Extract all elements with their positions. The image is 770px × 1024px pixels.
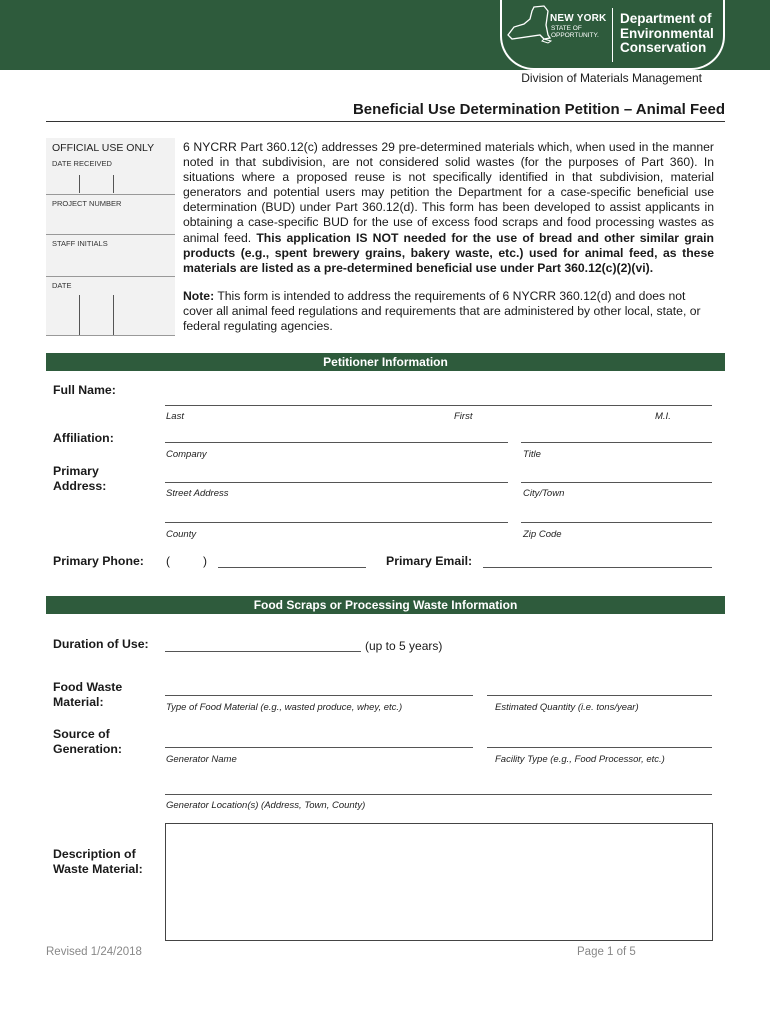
generator-name-caption: Generator Name bbox=[166, 754, 237, 765]
department-line1: Department of bbox=[620, 11, 712, 26]
food-type-caption: Type of Food Material (e.g., wasted produce, whey, etc.) bbox=[166, 702, 403, 713]
title-rule bbox=[46, 121, 725, 122]
company-input[interactable] bbox=[165, 442, 508, 443]
page-number: Page 1 of 5 bbox=[577, 946, 636, 958]
duration-label: Duration of Use: bbox=[53, 637, 149, 651]
phone-input[interactable] bbox=[218, 567, 366, 568]
city-input[interactable] bbox=[521, 482, 712, 483]
official-use-heading: OFFICIAL USE ONLY bbox=[52, 142, 155, 154]
street-address-input[interactable] bbox=[165, 482, 508, 483]
city-caption: City/Town bbox=[523, 488, 565, 499]
state-tagline bbox=[551, 25, 611, 39]
email-input[interactable] bbox=[483, 567, 712, 568]
title-input[interactable] bbox=[521, 442, 712, 443]
primary-address-label-line2: Address: bbox=[53, 479, 107, 493]
divider-tick bbox=[79, 175, 80, 193]
project-number-label: PROJECT NUMBER bbox=[52, 199, 122, 208]
state-name: NEW YORK bbox=[550, 13, 607, 24]
department-line3: Conservation bbox=[620, 40, 707, 55]
middle-initial-caption: M.I. bbox=[655, 411, 671, 422]
facility-type-caption: Facility Type (e.g., Food Processor, etc.) bbox=[495, 754, 665, 765]
staff-initials-label: STAFF INITIALS bbox=[52, 239, 108, 248]
quantity-input[interactable] bbox=[487, 695, 712, 696]
note-text: This form is intended to address the requirements of 6 NYCRR 360.12(d) and does not cover all animal feed regulations and requirements that are administered by other local, state, or federal regulating agencies. bbox=[183, 289, 701, 334]
street-address-caption: Street Address bbox=[166, 488, 229, 499]
intro-bold-text: This application IS NOT needed for the use of bread and other similar grain products (e.g., spent brewery grains, bakery waste, etc.) used for animal feed, as these materials are listed as a pre-determined beneficial use under Part 360.12(c)(2)(vi). bbox=[183, 230, 714, 275]
divider-tick bbox=[113, 175, 114, 193]
county-caption: County bbox=[166, 529, 197, 540]
company-caption: Company bbox=[166, 449, 207, 460]
primary-address-label bbox=[53, 464, 106, 494]
zip-input[interactable] bbox=[521, 522, 712, 523]
phone-area-close: ) bbox=[203, 554, 207, 568]
official-use-box bbox=[46, 138, 175, 336]
description-label-line2: Waste Material: bbox=[53, 862, 143, 876]
full-name-input[interactable] bbox=[165, 405, 712, 406]
title-caption: Title bbox=[523, 449, 541, 460]
date-received-cell[interactable] bbox=[46, 138, 175, 195]
revision-date: Revised 1/24/2018 bbox=[46, 946, 142, 958]
affiliation-label: Affiliation: bbox=[53, 431, 114, 445]
new-york-state-map-icon bbox=[504, 5, 552, 47]
date-cell[interactable] bbox=[46, 277, 175, 336]
division-name: Division of Materials Management bbox=[521, 71, 702, 85]
divider-tick bbox=[79, 295, 80, 335]
last-name-caption: Last bbox=[166, 411, 184, 422]
facility-type-input[interactable] bbox=[487, 747, 712, 748]
duration-input[interactable] bbox=[165, 651, 361, 652]
department-name bbox=[620, 12, 720, 56]
generator-name-input[interactable] bbox=[165, 747, 473, 748]
food-waste-material-label-line2: Material: bbox=[53, 695, 104, 709]
note-paragraph bbox=[183, 289, 714, 334]
first-name-caption: First bbox=[454, 411, 473, 422]
county-input[interactable] bbox=[165, 522, 508, 523]
quantity-caption: Estimated Quantity (i.e. tons/year) bbox=[495, 702, 639, 713]
project-number-cell[interactable] bbox=[46, 195, 175, 235]
food-waste-material-label bbox=[53, 680, 122, 710]
source-of-generation-label-line1: Source of bbox=[53, 727, 110, 741]
date-received-label: DATE RECEIVED bbox=[52, 159, 112, 168]
food-type-input[interactable] bbox=[165, 695, 473, 696]
phone-area-open: ( bbox=[166, 554, 170, 568]
food-section-header: Food Scraps or Processing Waste Information bbox=[46, 596, 725, 614]
description-label bbox=[53, 847, 143, 877]
duration-hint: (up to 5 years) bbox=[365, 639, 443, 653]
generator-location-caption: Generator Location(s) (Address, Town, County) bbox=[166, 800, 366, 811]
source-of-generation-label bbox=[53, 727, 122, 757]
primary-email-label: Primary Email: bbox=[386, 554, 473, 568]
state-tagline-line1: STATE OF bbox=[551, 25, 582, 32]
primary-address-label-line1: Primary bbox=[53, 464, 99, 478]
staff-initials-cell[interactable] bbox=[46, 235, 175, 277]
logo-divider bbox=[612, 8, 613, 62]
department-line2: Environmental bbox=[620, 25, 714, 41]
zip-caption: Zip Code bbox=[523, 529, 562, 540]
description-label-line1: Description of bbox=[53, 847, 136, 861]
description-textarea[interactable] bbox=[165, 823, 713, 941]
date-label: DATE bbox=[52, 281, 72, 290]
intro-paragraph bbox=[183, 140, 714, 276]
note-label: Note: bbox=[183, 289, 215, 303]
food-waste-material-label-line1: Food Waste bbox=[53, 680, 123, 694]
primary-phone-label: Primary Phone: bbox=[53, 554, 144, 568]
source-of-generation-label-line2: Generation: bbox=[53, 742, 123, 756]
divider-tick bbox=[113, 295, 114, 335]
petitioner-section-header: Petitioner Information bbox=[46, 353, 725, 371]
generator-location-input[interactable] bbox=[165, 794, 712, 795]
full-name-label: Full Name: bbox=[53, 383, 116, 397]
page-title: Beneficial Use Determination Petition – Animal Feed bbox=[352, 101, 725, 118]
state-tagline-line2: OPPORTUNITY. bbox=[551, 32, 599, 39]
intro-text: 6 NYCRR Part 360.12(c) addresses 29 pre-determined materials which, when used in the manner noted in that subdivision, are not considered solid wastes (for the purposes of Part 360). In situations where a proposed reuse is not specifically identified in that subdivision, material generators and potential users may petition the Department for a case-specific beneficial use determination (BUD) under Part 360.12(d). This form has been developed to assist applicants in obtaining a case-specific BUD for the use of excess food scraps and food processing wastes as animal feed. bbox=[183, 140, 714, 245]
